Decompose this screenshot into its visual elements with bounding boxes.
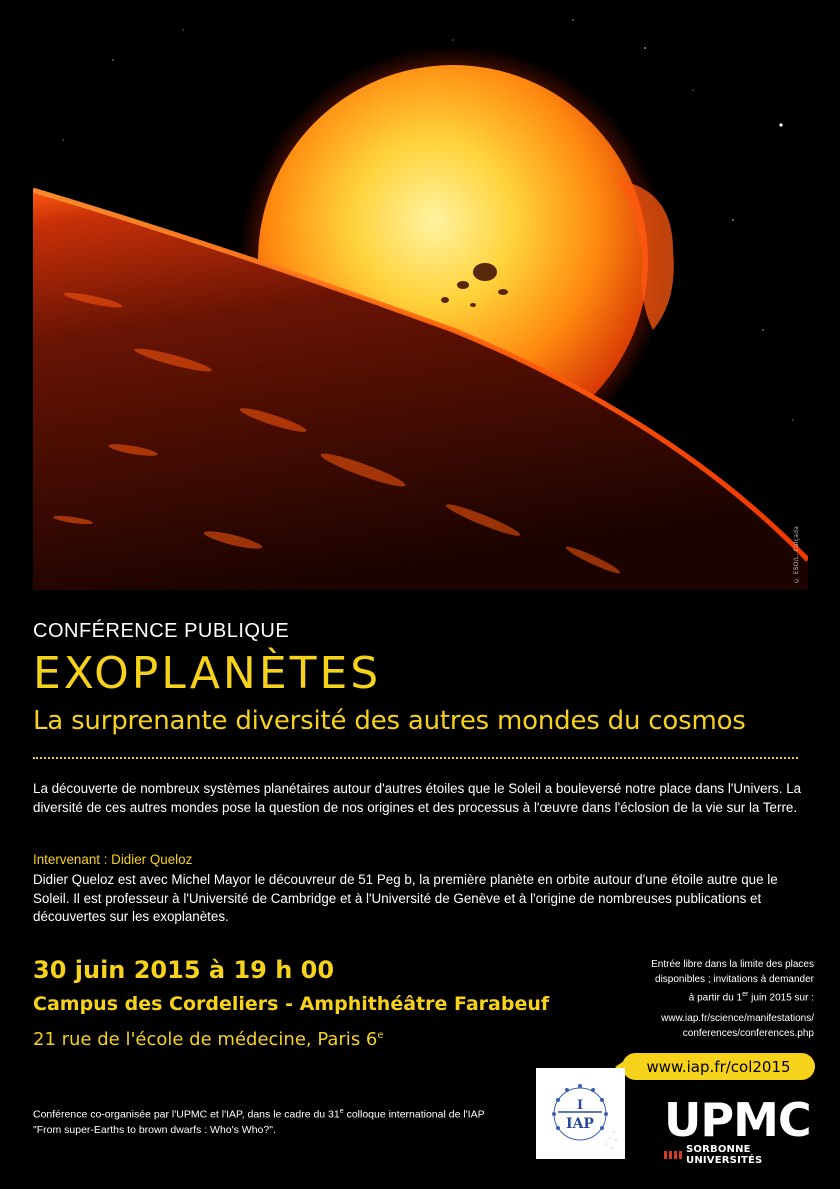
event-address: [33, 1029, 384, 1050]
access-line-3-pre: à partir du 1: [688, 992, 743, 1004]
footer-note: [33, 1104, 503, 1138]
speaker-bio: Didier Queloz est avec Michel Mayor le découvreur de 51 Peg b, la première planète en orbite autour d'une étoile autre que le Soleil. Il est professeur à l'Université de Cambridge et à l'Université de Genève et à l'origine de nombreuses publications et découvertes sur les exoplanètes.: [33, 872, 778, 924]
footer-post: colloque international de l'IAP "From super-Earths to brown dwarfs : Who's Who?".: [33, 1108, 485, 1136]
page-title: EXOPLANÈTES: [33, 648, 382, 699]
exoplanet-illustration: [33, 0, 808, 590]
iap-emblem-icon: [536, 1068, 625, 1159]
access-line-3-sup: er: [742, 991, 749, 998]
colloquium-url-pill[interactable]: [622, 1053, 815, 1080]
upmc-subtitle: SORBONNE UNIVERSITÉS: [686, 1144, 763, 1166]
footer-pre: Conférence co-organisée par l'UPMC et l'IAP, dans le cadre du 31: [33, 1108, 340, 1121]
access-line-3: [584, 987, 814, 1005]
access-info: [584, 957, 814, 1041]
address-sup: e: [377, 1030, 384, 1041]
event-date: 30 juin 2015 à 19 h 00: [33, 956, 335, 984]
page-subtitle: La surprenante diversité des autres mondes du cosmos: [33, 706, 746, 736]
address-text: 21 rue de l'école de médecine, Paris 6: [33, 1029, 378, 1050]
speaker-label: Intervenant : Didier Queloz: [33, 852, 193, 867]
pill-url-text[interactable]: www.iap.fr/col2015: [646, 1057, 791, 1076]
access-line-1: Entrée libre dans la limite des places: [651, 959, 814, 970]
access-line-3-post: juin 2015 sur :: [748, 992, 814, 1004]
iap-logo: [536, 1068, 625, 1159]
event-kicker: CONFÉRENCE PUBLIQUE: [33, 620, 290, 642]
access-url-1[interactable]: www.iap.fr/science/manifestations/: [661, 1013, 814, 1025]
intro-paragraph: La découverte de nombreux systèmes planétaires autour d'autres étoiles que le Soleil a bouleversé notre place dans l'Univers. La diversité de ces autres mondes pose la question de nos origines et des processus à l'œuvre dans l'éclosion de la vie sur la Terre.: [33, 781, 802, 815]
hero-image: [33, 0, 808, 590]
iap-logo-text: IAP: [566, 1116, 594, 1132]
upmc-bars-icon: [664, 1151, 682, 1159]
event-venue: Campus des Cordeliers - Amphithéâtre Farabeuf: [33, 993, 550, 1015]
image-credit: © ESO/L. Calçada: [793, 526, 800, 584]
upmc-wordmark: UPMC: [664, 1093, 811, 1147]
upmc-subline: [664, 1144, 816, 1166]
access-url-2[interactable]: conferences/conferences.php: [682, 1028, 814, 1040]
upmc-logo: [664, 1093, 816, 1166]
iap-logo-text-top: I: [576, 1098, 584, 1113]
footer-sup: e: [339, 1108, 344, 1115]
dotted-divider: [33, 757, 798, 759]
access-line-2: disponibles ; invitations à demander: [655, 974, 814, 985]
